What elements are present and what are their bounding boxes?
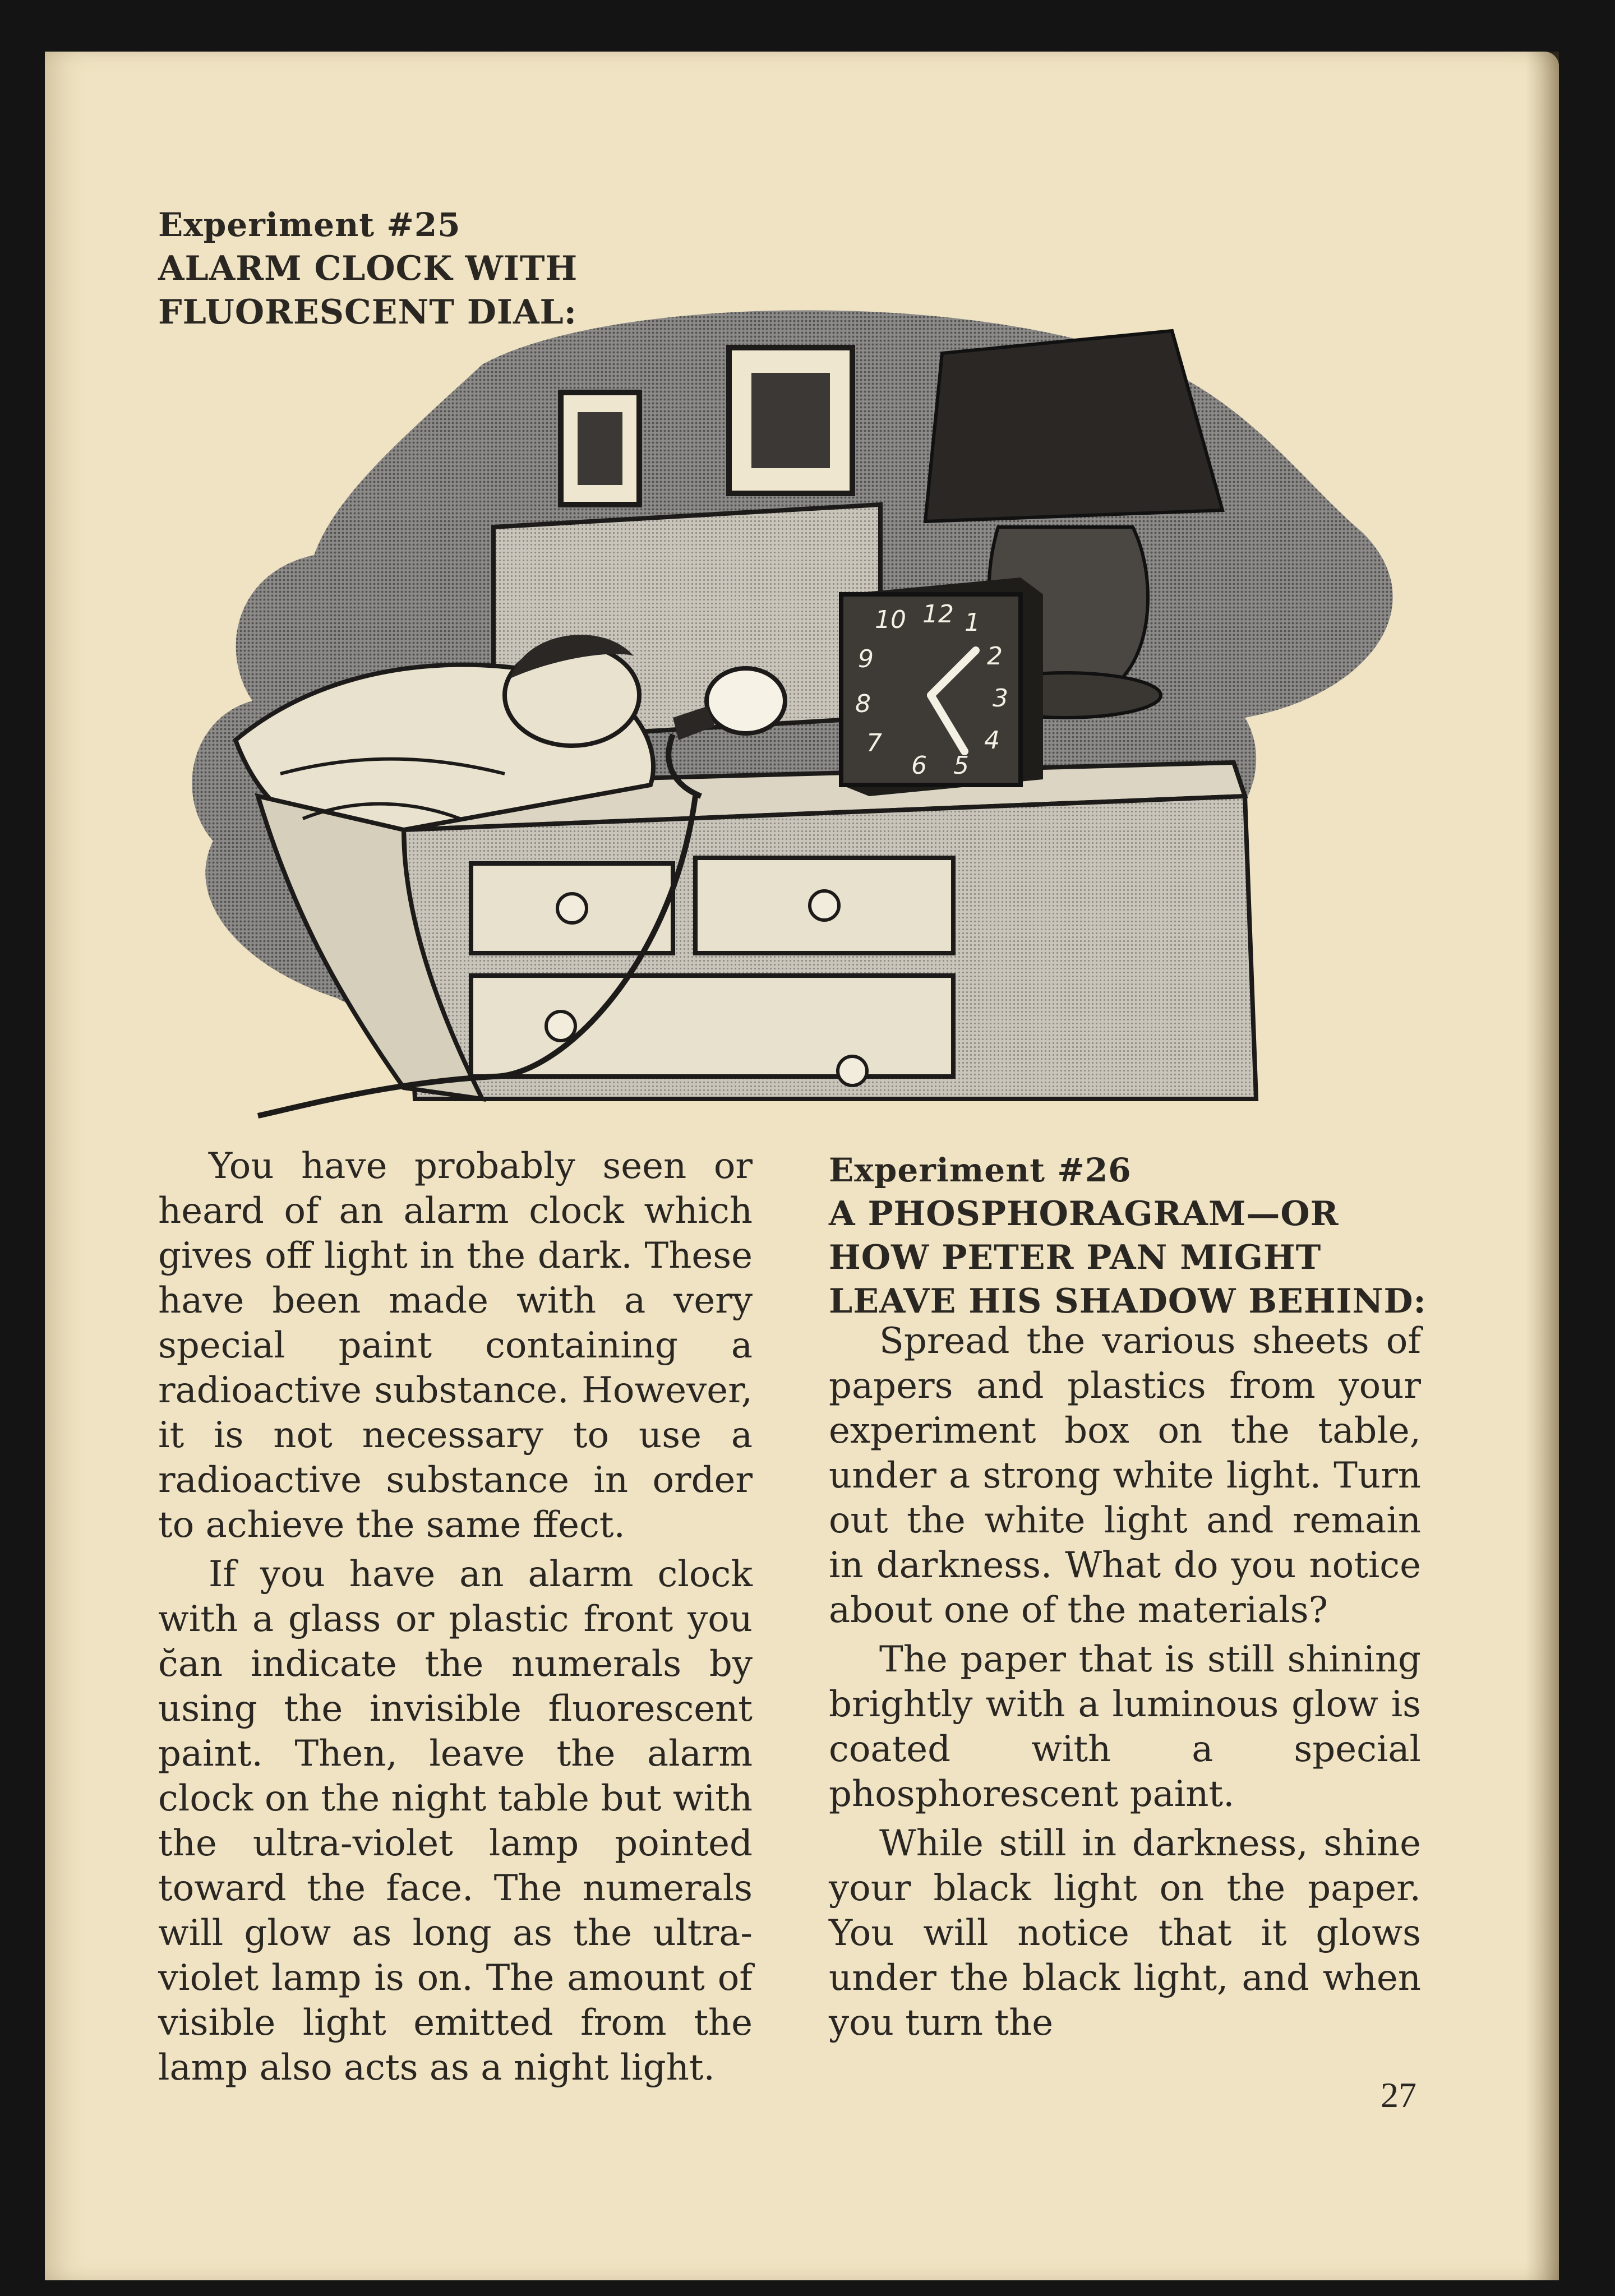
alarm-clock — [841, 578, 1043, 796]
clock-numeral: 10 — [875, 606, 906, 634]
clock-numeral: 7 — [866, 729, 882, 757]
nightstand — [381, 763, 1256, 1099]
clock-numeral: 1 — [965, 608, 980, 637]
exp26-paragraph-3: While still in darkness, shine your black light on the paper. You will notice that it glows under the black light, and when you turn the — [829, 1823, 1421, 2044]
clock-numeral: 4 — [984, 726, 1000, 755]
exp26-title-line1: A PHOSPHORAGRAM—OR — [829, 1194, 1339, 1234]
clock-numeral: 12 — [922, 600, 954, 629]
exp26-paragraph-2: The paper that is still shining brightly with a luminous glow is coated with a special phosphorescent paint. — [829, 1639, 1421, 1815]
wall-picture-right — [729, 348, 852, 493]
exp26-label: Experiment #26 — [829, 1151, 1132, 1189]
exp26-title-line2: HOW PETER PAN MIGHT — [829, 1238, 1322, 1277]
exp25-paragraph-2: If you have an alarm clock with a glass or plastic front you c̆an indicate the numerals by using the invisible fluorescent paint. Then, leave the alarm clock on the night table but with the ultra-violet lamp pointed toward the face. The numerals will glow as long as the ultra-violet lamp is on. The amount of visible light emitted from the lamp also acts as a night light. — [158, 1554, 753, 2089]
exp25-label: Experiment #25 — [158, 206, 461, 244]
exp26-title-line3: LEAVE HIS SHADOW BEHIND: — [829, 1282, 1427, 1321]
exp26-paragraph-1: Spread the various sheets of papers and plastics from your experiment box on the table, under a strong white light. Turn out the white light and remain in darkness. What do you notice about one of the materials? — [829, 1320, 1421, 1631]
clock-numeral: 9 — [858, 645, 874, 673]
page-number: 27 — [1381, 2075, 1416, 2115]
exp26-heading — [829, 1148, 1434, 1323]
clock-numeral: 3 — [993, 684, 1008, 713]
exp25-title-line1: ALARM CLOCK WITH — [158, 249, 578, 288]
exp26-body — [829, 1319, 1421, 2050]
bedroom-illustration — [168, 292, 1424, 1166]
clock-numeral: 2 — [987, 642, 1003, 671]
exp25-paragraph-1: You have probably seen or heard of an alarm clock which gives off light in the dark. These have been made with a very special paint containing a radioactive substance. However, it is not necessary to use a radioactive substance in order to achieve the same ffect. — [158, 1145, 753, 1546]
exp25-title-line2: FLUORESCENT DIAL: — [158, 293, 577, 332]
clock-numeral: 8 — [855, 690, 871, 718]
clock-numeral: 5 — [953, 751, 969, 780]
exp25-body — [158, 1144, 753, 2095]
wall-picture-left — [561, 392, 639, 505]
clock-numeral: 6 — [911, 751, 927, 780]
page-edge-shadow — [1525, 52, 1559, 2280]
